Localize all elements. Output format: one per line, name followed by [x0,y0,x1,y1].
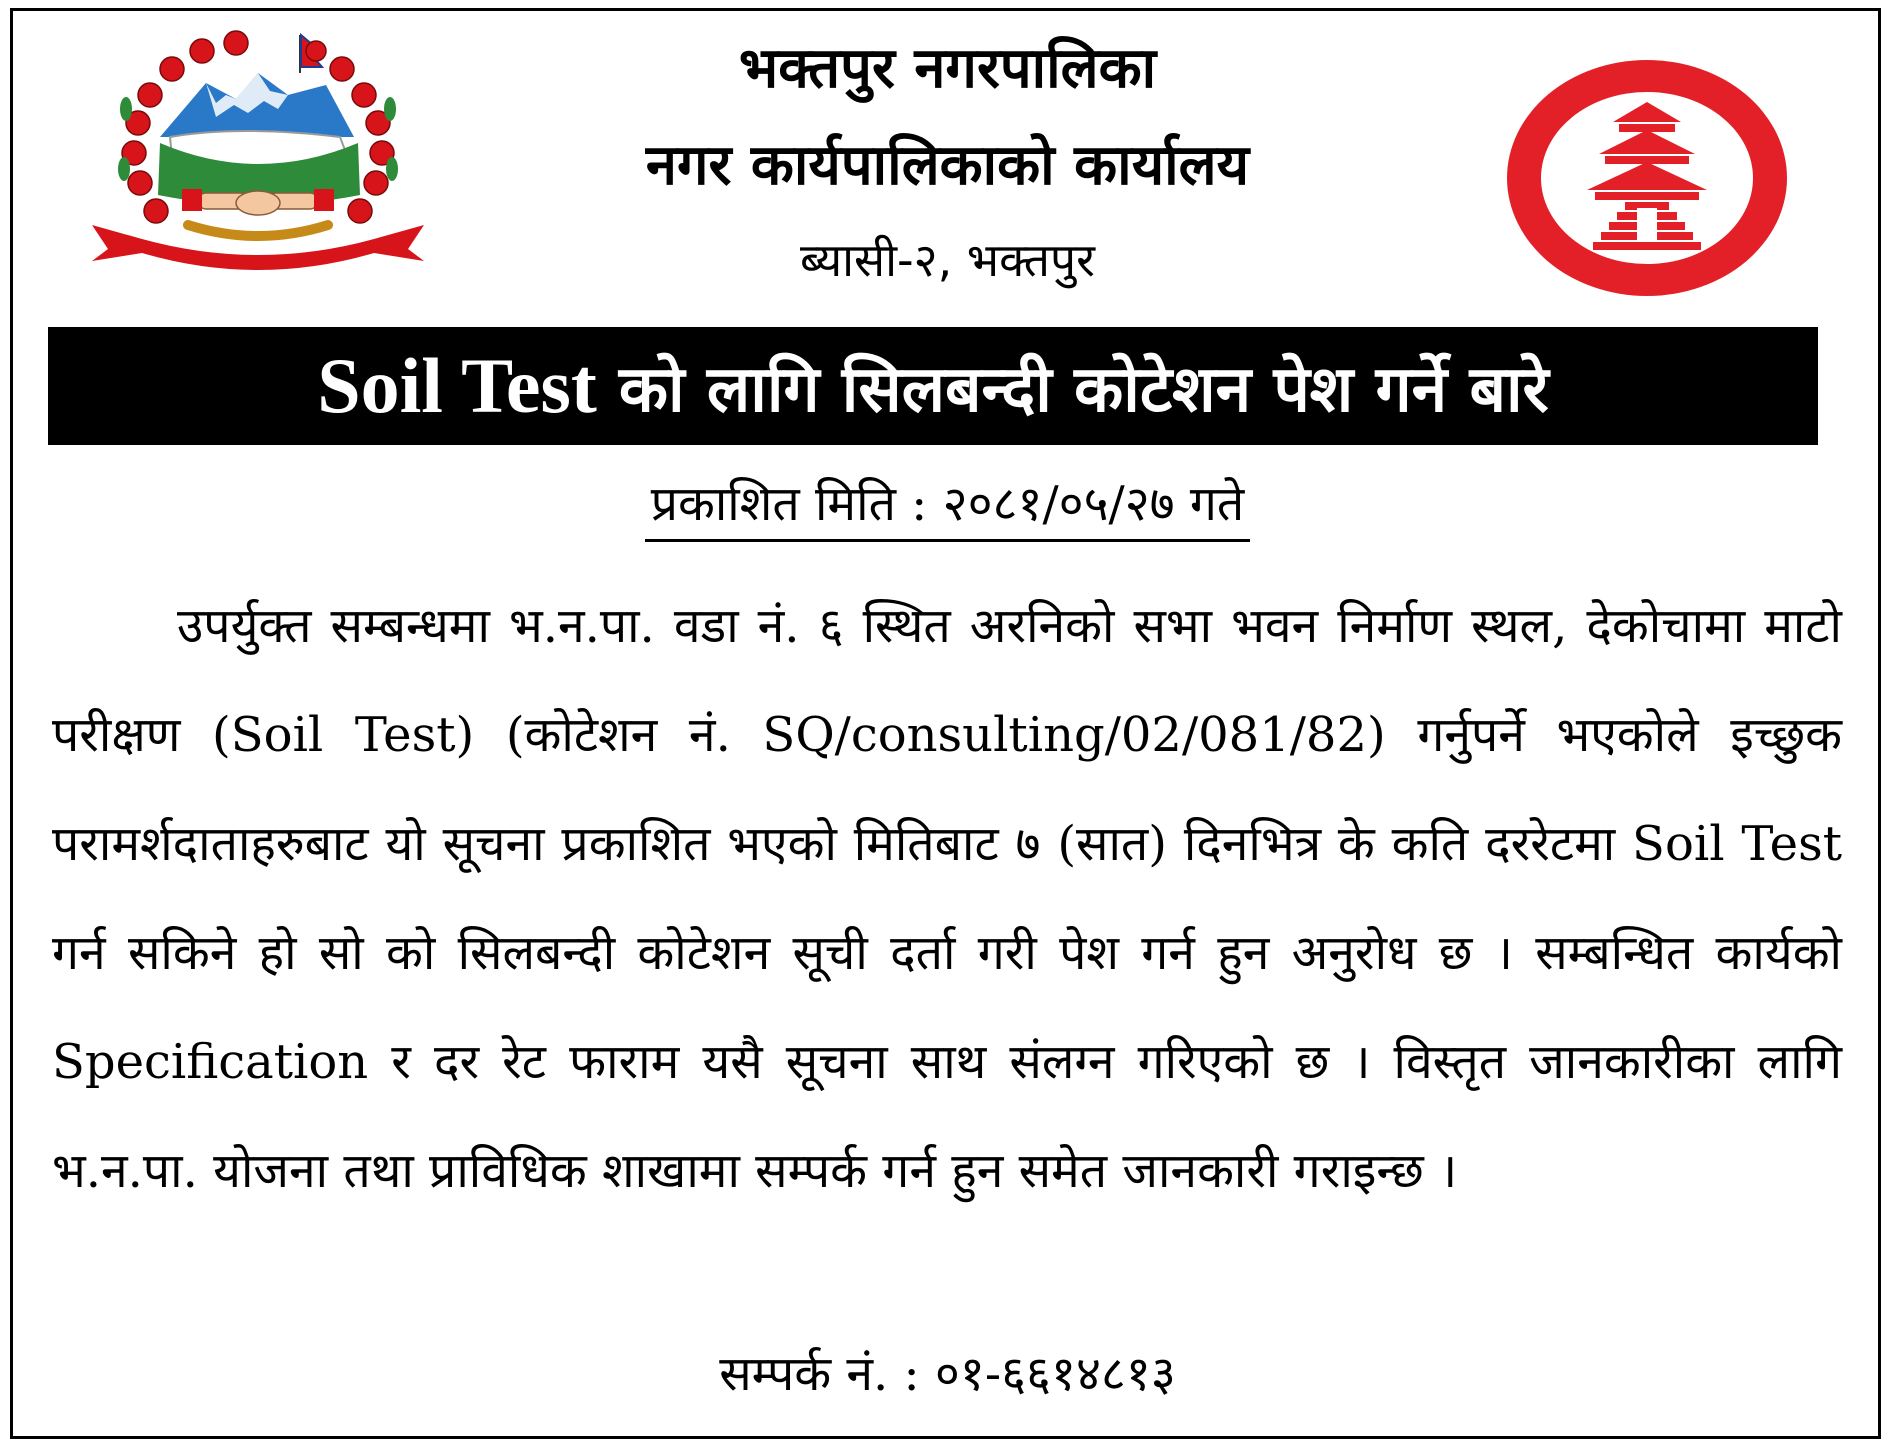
published-date: प्रकाशित मिति : २०८१/०५/२७ गते [645,470,1251,542]
municipality-name: भक्तपुर नगरपालिका [738,36,1157,101]
contact-number: सम्पर्क नं. : ०१-६६१४८१३ [719,1346,1176,1402]
notice-body: उपर्युक्त सम्बन्धमा भ.न.पा. वडा नं. ६ स्थित अरनिको सभा भवन निर्माण स्थल, देकोचामा माटो परीक्षण (Soil Test) (कोटेशन नं. SQ/consulting/02/081/82) गर्नुपर्ने भएकोले इच्छुक परामर्शदाताहरुबाट यो सूचना प्रकाशित भएको मितिबाट ७ (सात) दिनभित्र के कति दररेटमा Soil Test गर्न सकिने हो सो को सिलबन्दी कोटेशन सूची दर्ता गरी पेश गर्न हुन अनुरोध छ । सम्बन्धित कार्यको Specification र दर रेट फाराम यसै सूचना साथ संलग्न गरिएको छ । विस्तृत जानकारीका लागि भ.न.पा. योजना तथा प्राविधिक शाखामा सम्पर्क गर्न हुन समेत जानकारी गराइन्छ । [52,598,1842,1199]
published-date-line [0,470,1895,542]
notice-title [48,327,1818,445]
notice-title-english: Soil Test [317,342,597,429]
office-name: नगर कार्यपालिकाको कार्यालय [645,133,1250,198]
notice-title-nepali: को लागि सिलबन्दी कोटेशन पेश गर्ने बारे [618,352,1549,427]
office-address: ब्यासी-२, भक्तपुर [800,233,1095,287]
